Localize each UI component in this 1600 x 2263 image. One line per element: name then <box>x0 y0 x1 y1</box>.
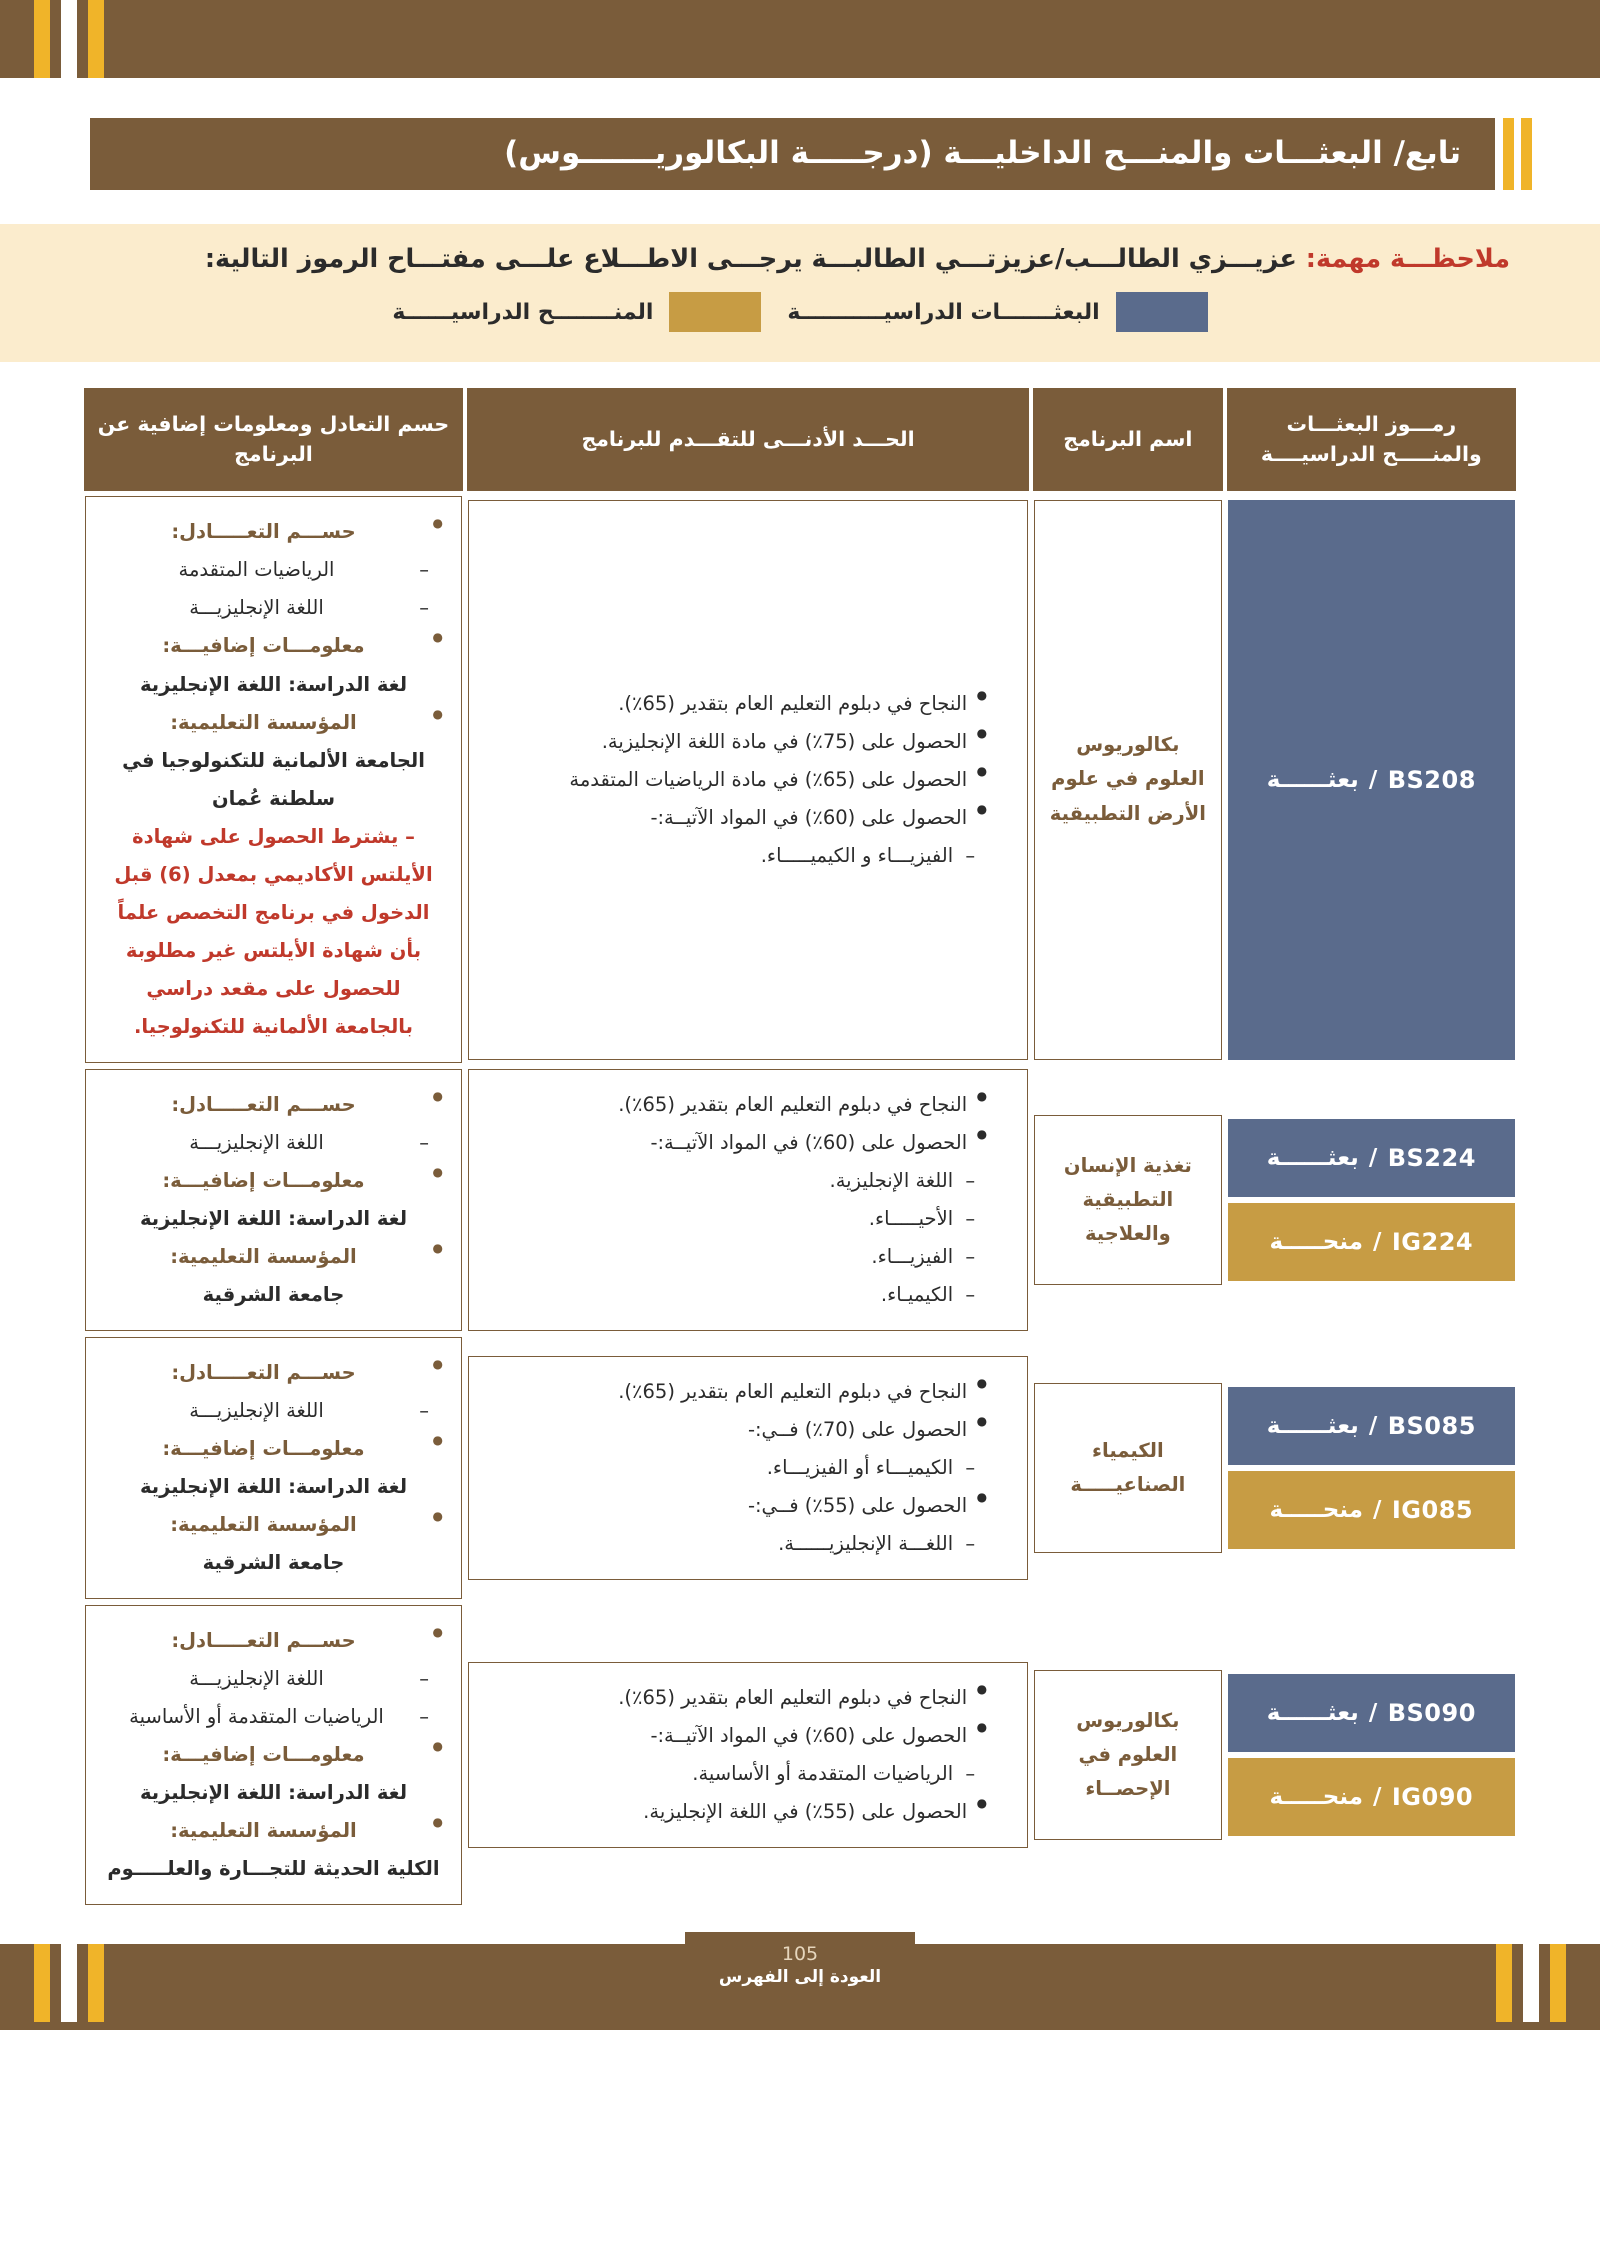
code-value: BS085 <box>1387 1411 1476 1440</box>
table-row <box>84 1336 1516 1600</box>
extra-heading: ● معلومـــات إضافيـــة: <box>104 1430 443 1468</box>
tick-yellow <box>1503 118 1514 190</box>
requirement-list <box>487 1679 1009 1831</box>
code-value: IG090 <box>1391 1782 1474 1811</box>
minimum-requirements <box>468 1662 1028 1848</box>
code-separator: / <box>1372 1496 1382 1523</box>
cell-extra <box>84 495 463 1063</box>
minimum-requirements <box>468 1069 1028 1331</box>
code-chip-scholarship[interactable] <box>1228 1119 1515 1197</box>
extra-subitem: – اللغة الإنجليزيـــة <box>104 1660 443 1698</box>
code-value: BS090 <box>1387 1698 1476 1727</box>
program-name: بكالوريوس العلوم في علوم الأرض التطبيقية <box>1034 500 1221 1060</box>
program-name: الكيمياء الصناعيـــــة <box>1034 1383 1221 1553</box>
page-footer <box>0 1944 1600 2030</box>
legend-label-scholarship: البعثـــــــات الدراسيـــــــــــة <box>787 299 1100 325</box>
list-subitem: – اللغـــة الإنجليزيــــــة. <box>487 1525 987 1563</box>
code-chip-scholarship[interactable] <box>1228 1674 1515 1752</box>
legend-note <box>0 224 1600 362</box>
list-item: ● الحصول على (60٪) في المواد الآتيــة:- <box>487 1124 987 1162</box>
code-label: منحـــــة <box>1269 1783 1363 1810</box>
list-item: ● النجاح في دبلوم التعليم العام بتقدير (65٪). <box>487 1679 987 1717</box>
code-type-label: / <box>1368 766 1378 793</box>
list-subitem: – الكيميـــاء أو الفيزيـــاء. <box>487 1449 987 1487</box>
cell-program-name <box>1033 1336 1222 1600</box>
extra-heading: ● حســـم التعـــــادل: <box>104 1622 443 1660</box>
extra-heading: ● المؤسسة التعليمية: <box>104 704 443 742</box>
tick-white <box>61 0 77 78</box>
list-subitem: – الكيميـاء. <box>487 1276 987 1314</box>
extra-heading: ● المؤسسة التعليمية: <box>104 1238 443 1276</box>
list-subitem: – الأحيـــــاء. <box>487 1200 987 1238</box>
extra-heading: ● المؤسسة التعليمية: <box>104 1506 443 1544</box>
extra-subitem: – اللغة الإنجليزيـــة <box>104 1392 443 1430</box>
extra-value: لغة الدراسة: اللغة الإنجليزية <box>139 1780 408 1804</box>
title-ticks <box>1503 118 1532 190</box>
page-number: 105 <box>781 1942 819 1965</box>
page-title-row <box>0 118 1600 190</box>
extra-info <box>85 1605 462 1905</box>
list-item: ● النجاح في دبلوم التعليم العام بتقدير (65٪). <box>487 685 987 723</box>
minimum-requirements <box>468 1356 1028 1580</box>
swatch-grant-icon <box>669 292 761 332</box>
legend <box>90 274 1510 352</box>
list-item: ● النجاح في دبلوم التعليم العام بتقدير (65٪). <box>487 1373 987 1411</box>
code-separator: / <box>1368 1699 1378 1726</box>
top-ticks <box>34 0 104 78</box>
footer-ticks-right <box>1496 1944 1566 2030</box>
list-item: ● الحصول على (55٪) فــي:- <box>487 1487 987 1525</box>
code-separator: / <box>1368 1144 1378 1171</box>
code-chip-list <box>1228 1674 1515 1836</box>
code-label: بعثــــــة <box>1266 766 1359 793</box>
code-chip-scholarship[interactable] <box>1228 500 1515 1060</box>
extra-value: جامعة الشرقية <box>202 1282 345 1306</box>
extra-value: جامعة الشرقية <box>202 1550 345 1574</box>
col-header-extra: حسم التعادل ومعلومات إضافية عن البرنامج <box>84 388 463 491</box>
code-separator: / <box>1368 1412 1378 1439</box>
cell-codes <box>1227 1336 1516 1600</box>
list-item: ● الحصول على (75٪) في مادة اللغة الإنجليزية. <box>487 723 987 761</box>
list-item: ● الحصول على (60٪) في المواد الآتيــة:- <box>487 799 987 837</box>
extra-heading: ● حســـم التعـــــادل: <box>104 1354 443 1392</box>
extra-red-note: – يشترط الحصول على شهادة الأيلتس الأكاديمي بمعدل (6) قبل الدخول في برنامج التخصص علماً بأن شهادة الأيلتس غير مطلوبة للحصول على مقعد دراسي بالجامعة الألمانية للتكنولوجيا. <box>114 824 433 1038</box>
tick-white <box>61 1944 77 2022</box>
code-value: BS208 <box>1387 765 1476 794</box>
cell-extra <box>84 1068 463 1332</box>
list-subitem: – الفيزيـــاء و الكيميـــــاء. <box>487 837 987 875</box>
footer-ticks-left <box>34 1944 104 2030</box>
top-decorative-bar <box>0 0 1600 78</box>
footer-center <box>685 1932 915 2001</box>
code-value: IG224 <box>1391 1227 1474 1256</box>
list-item: ● الحصول على (55٪) في اللغة الإنجليزية. <box>487 1793 987 1831</box>
code-chip-grant[interactable] <box>1228 1471 1515 1549</box>
code-label: بعثــــــة <box>1266 1699 1359 1726</box>
cell-codes <box>1227 1604 1516 1906</box>
code-chip-list <box>1228 1119 1515 1281</box>
extra-subitem: – الرياضيات المتقدمة أو الأساسية <box>104 1698 443 1736</box>
code-label: بعثــــــة <box>1266 1144 1359 1171</box>
tick-yellow <box>88 1944 104 2022</box>
code-label: بعثــــــة <box>1266 1412 1359 1439</box>
extra-info <box>85 1337 462 1599</box>
list-subitem: – الفيزيـــاء. <box>487 1238 987 1276</box>
cell-program-name <box>1033 1604 1222 1906</box>
program-name: تغذية الإنسان التطبيقية والعلاجية <box>1034 1115 1221 1285</box>
code-value: BS224 <box>1387 1143 1476 1172</box>
extra-heading: ● حســـم التعـــــادل: <box>104 1086 443 1124</box>
col-header-codes: رمـــوز البعثـــات والمنـــــح الدراسيــــة <box>1227 388 1516 491</box>
extra-heading: ● حســـم التعـــــادل: <box>104 513 443 551</box>
extra-value: لغة الدراسة: اللغة الإنجليزية <box>139 1474 408 1498</box>
tick-yellow <box>1496 1944 1512 2022</box>
code-label: منحـــــة <box>1269 1228 1363 1255</box>
cell-minimum <box>467 495 1029 1063</box>
back-to-index-link[interactable]: العودة إلى الفهرس <box>718 1966 882 1987</box>
table-row <box>84 1604 1516 1906</box>
extra-heading: ● معلومـــات إضافيـــة: <box>104 627 443 665</box>
table-header-row <box>84 388 1516 491</box>
note-text: عزيـــزي الطالـــب/عزيزتـــي الطالبـــة يرجـــى الاطـــلاع علـــى مفتـــاح الرموز التالية: <box>204 244 1297 274</box>
minimum-requirements <box>468 500 1028 1060</box>
col-header-minimum: الحـــد الأدنـــى للتقـــدم للبرنامج <box>467 388 1029 491</box>
cell-codes <box>1227 495 1516 1063</box>
list-item: ● النجاح في دبلوم التعليم العام بتقدير (65٪). <box>487 1086 987 1124</box>
page-title: تابع/ البعثـــات والمنـــح الداخليـــة (درجـــــة البكالوريـــــــوس) <box>90 118 1495 190</box>
extra-subitem: – الرياضيات المتقدمة <box>104 551 443 589</box>
cell-codes <box>1227 1068 1516 1332</box>
extra-value: لغة الدراسة: اللغة الإنجليزية <box>139 1206 408 1230</box>
table-row <box>84 495 1516 1063</box>
code-chip-list <box>1228 500 1515 1060</box>
list-item: ● الحصول على (65٪) في مادة الرياضيات المتقدمة <box>487 761 987 799</box>
tick-yellow <box>1550 1944 1566 2022</box>
legend-item-grant <box>392 292 761 332</box>
code-chip-scholarship[interactable] <box>1228 1387 1515 1465</box>
extra-heading: ● المؤسسة التعليمية: <box>104 1812 443 1850</box>
requirement-list <box>487 1086 1009 1314</box>
code-chip-list <box>1228 1387 1515 1549</box>
legend-item-scholarship <box>787 292 1207 332</box>
extra-subitem: – اللغة الإنجليزيـــة <box>104 1124 443 1162</box>
list-subitem: – اللغة الإنجليزية. <box>487 1162 987 1200</box>
note-label: ملاحظـــة مهمة: <box>1305 244 1510 274</box>
cell-minimum <box>467 1336 1029 1600</box>
extra-info <box>85 496 462 1062</box>
code-label: منحـــــة <box>1269 1496 1363 1523</box>
note-line <box>90 244 1510 274</box>
cell-extra <box>84 1604 463 1906</box>
list-item: ● الحصول على (60٪) في المواد الآتيــة:- <box>487 1717 987 1755</box>
code-separator: / <box>1372 1228 1382 1255</box>
cell-minimum <box>467 1068 1029 1332</box>
code-separator: / <box>1372 1783 1382 1810</box>
extra-heading: ● معلومـــات إضافيـــة: <box>104 1736 443 1774</box>
cell-program-name <box>1033 495 1222 1063</box>
tick-yellow <box>34 1944 50 2022</box>
program-name: بكالوريوس العلوم في الإحصــاء <box>1034 1670 1221 1840</box>
code-chip-grant[interactable] <box>1228 1758 1515 1836</box>
code-value: IG085 <box>1391 1495 1474 1524</box>
extra-info <box>85 1069 462 1331</box>
extra-value: لغة الدراسة: اللغة الإنجليزية <box>139 672 408 696</box>
code-chip-grant[interactable] <box>1228 1203 1515 1281</box>
requirement-list <box>487 1373 1009 1563</box>
programs-table <box>80 384 1520 1910</box>
tick-white <box>1523 1944 1539 2022</box>
extra-subitem: – اللغة الإنجليزيـــة <box>104 589 443 627</box>
tick-yellow <box>34 0 50 78</box>
col-header-program-name: اسم البرنامج <box>1033 388 1222 491</box>
tick-yellow <box>88 0 104 78</box>
list-item: ● الحصول على (70٪) فــي:- <box>487 1411 987 1449</box>
extra-value: الكلية الحديثة للتجـــارة والعلـــــوم <box>107 1856 440 1880</box>
cell-extra <box>84 1336 463 1600</box>
legend-label-grant: المنــــــــح الدراسيــــــة <box>392 299 654 325</box>
extra-heading: ● معلومـــات إضافيـــة: <box>104 1162 443 1200</box>
list-subitem: – الرياضيات المتقدمة أو الأساسية. <box>487 1755 987 1793</box>
tick-yellow <box>1521 118 1532 190</box>
cell-minimum <box>467 1604 1029 1906</box>
extra-value: الجامعة الألمانية للتكنولوجيا في سلطنة عُمان <box>122 748 425 810</box>
swatch-scholarship-icon <box>1116 292 1208 332</box>
requirement-list <box>487 685 1009 875</box>
table-row <box>84 1068 1516 1332</box>
cell-program-name <box>1033 1068 1222 1332</box>
